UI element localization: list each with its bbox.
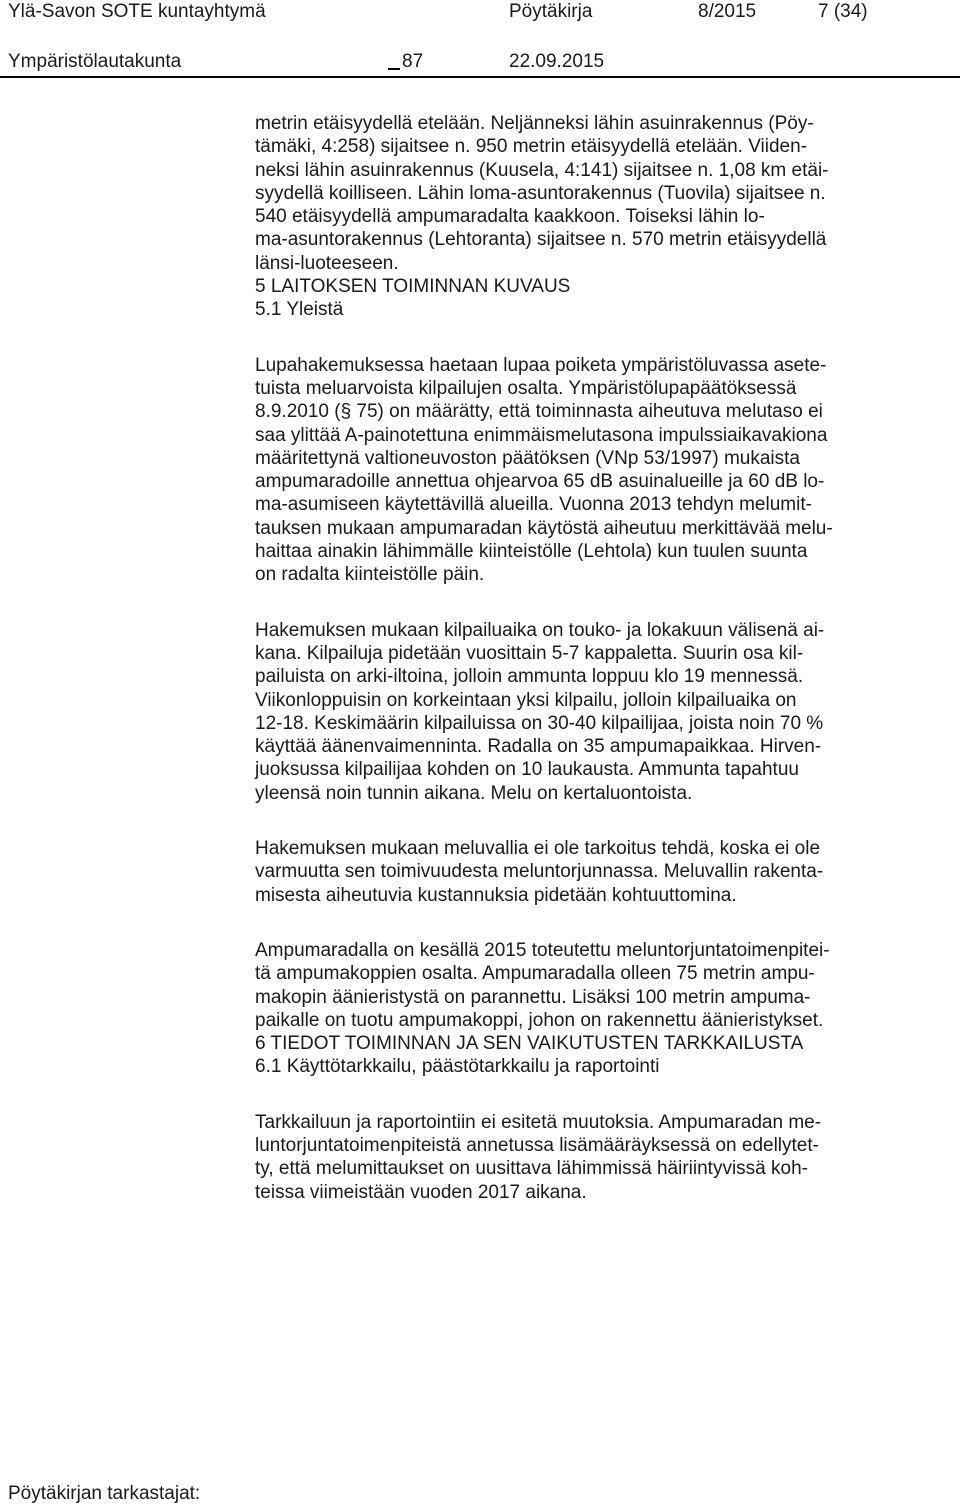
text-line: teissa viimeistään vuoden 2017 aikana. <box>255 1181 587 1203</box>
intro-paragraph <box>255 112 955 275</box>
text-line: 540 etäisyydellä ampumaradalta kaakkoon. Toiseksi lähin lo- <box>255 206 765 228</box>
subsection-heading-5-1: 5.1 Yleistä <box>255 299 344 321</box>
text-line: 12-18. Keskimäärin kilpailuissa on 30-40 kilpailijaa, joista noin 70 % <box>255 712 824 734</box>
text-line: varmuutta sen toimivuudesta meluntorjunnassa. Meluvallin rakenta- <box>255 861 824 883</box>
text-line: misesta aiheutuvia kustannuksia pidetään kohtuuttomina. <box>255 884 737 906</box>
text-line: paikalle on tuotu ampumakoppi, johon on rakennettu äänieristykset. <box>255 1009 824 1031</box>
footer-inspectors-label: Pöytäkirjan tarkastajat: <box>8 1483 201 1504</box>
text-line: ma-asumiseen käytettävillä alueilla. Vuonna 2013 tehdyn melumit- <box>255 494 812 516</box>
paragraph-competition-times <box>255 619 955 805</box>
text-line: saa ylittää A-painotettuna enimmäismelutasona impulssiaikavakiona <box>255 424 828 446</box>
paragraph-noise-measures <box>255 939 955 1032</box>
paragraph-monitoring <box>255 1111 955 1204</box>
text-line: Lupahakemuksessa haetaan lupaa poiketa ympäristöluvassa asete- <box>255 354 827 376</box>
text-line: kana. Kilpailuja pidetään vuosittain 5-7 kappaletta. Suurin osa kil- <box>255 642 804 664</box>
document-number: 8/2015 <box>698 1 757 22</box>
text-line: yleensä noin tunnin aikana. Melu on kertaluontoista. <box>255 782 693 804</box>
text-line: makopin äänieristystä on parannettu. Lisäksi 100 metrin ampuma- <box>255 986 811 1008</box>
subsection-heading-6-1: 6.1 Käyttötarkkailu, päästötarkkailu ja raportointi <box>255 1056 660 1078</box>
text-line: tauksen mukaan ampumaradan käytöstä aiheutuu merkittävää melu- <box>255 517 833 539</box>
paragraph-permit-deviation <box>255 354 955 587</box>
header-divider <box>0 76 960 78</box>
text-line: pailuista on arki-iltoina, jolloin ammunta loppuu klo 19 mennessä. <box>255 666 804 688</box>
text-line: määritettynä valtioneuvoston päätöksen (VNp 53/1997) mukaista <box>255 447 800 469</box>
paragraph-noise-barrier <box>255 837 955 907</box>
text-line: Tarkkailuun ja raportointiin ei esitetä muutoksia. Ampumaradan me- <box>255 1111 822 1133</box>
text-line: Hakemuksen mukaan kilpailuaika on touko- ja lokakuun välisenä ai- <box>255 619 825 641</box>
text-line: länsi-luoteeseen. <box>255 252 399 274</box>
document-type: Pöytäkirja <box>509 1 593 22</box>
text-line: ty, että melumittaukset on uusittava lähimmissä häiriintyvissä koh- <box>255 1158 808 1180</box>
text-line: tuista meluarvoista kilpailujen osalta. Ympäristölupapäätöksessä <box>255 377 797 399</box>
section-heading-5: 5 LAITOKSEN TOIMINNAN KUVAUS <box>255 276 571 298</box>
section-number: 87 <box>402 51 424 72</box>
text-line: neksi lähin asuinrakennus (Kuusela, 4:141) sijaitsee n. 1,08 km etäi- <box>255 159 829 181</box>
text-line: metrin etäisyydellä etelään. Neljänneksi lähin asuinrakennus (Pöy- <box>255 113 814 134</box>
text-line: käyttää äänenvaimenninta. Radalla on 35 ampumapaikkaa. Hirven- <box>255 736 822 758</box>
text-line: tämäki, 4:258) sijaitsee n. 950 metrin etäisyydellä etelään. Viiden- <box>255 136 808 158</box>
text-line: on radalta kiinteistölle päin. <box>255 564 485 586</box>
committee-name: Ympäristölautakunta <box>8 51 182 72</box>
text-line: juoksussa kilpailijaa kohden on 10 laukausta. Ammunta tapahtuu <box>255 759 799 781</box>
text-line: tä ampumakoppien osalta. Ampumaradalla olleen 75 metrin ampu- <box>255 963 815 985</box>
organization-name: Ylä-Savon SOTE kuntayhtymä <box>8 1 266 22</box>
text-line: luntorjuntatoimenpiteistä annetussa lisämääräyksessä on edellytet- <box>255 1134 819 1156</box>
document-body <box>255 112 955 1204</box>
text-line: Viikonloppuisin on korkeintaan yksi kilpailu, jolloin kilpailuaika on <box>255 689 797 711</box>
text-line: Ampumaradalla on kesällä 2015 toteutettu meluntorjuntatoimenpitei- <box>255 939 830 961</box>
text-line: syydellä koilliseen. Lähin loma-asuntorakennus (Tuovila) sijaitsee n. <box>255 182 826 204</box>
text-line: Hakemuksen mukaan meluvallia ei ole tarkoitus tehdä, koska ei ole <box>255 838 821 860</box>
section-heading-6: 6 TIEDOT TOIMINNAN JA SEN VAIKUTUSTEN TARKKAILUSTA <box>255 1033 804 1055</box>
text-line: haittaa ainakin lähimmälle kiinteistölle (Lehtola) kun tuulen suunta <box>255 541 808 563</box>
text-line: ampumaradoille annettua ohjearvoa 65 dB asuinalueille ja 60 dB lo- <box>255 471 825 493</box>
meeting-date: 22.09.2015 <box>509 51 605 72</box>
text-line: ma-asuntorakennus (Lehtoranta) sijaitsee n. 570 metrin etäisyydellä <box>255 229 827 251</box>
page-number: 7 (34) <box>818 1 868 22</box>
section-mark-decoration <box>388 68 400 70</box>
text-line: 8.9.2010 (§ 75) on määrätty, että toiminnasta aiheutuva melutaso ei <box>255 401 823 423</box>
